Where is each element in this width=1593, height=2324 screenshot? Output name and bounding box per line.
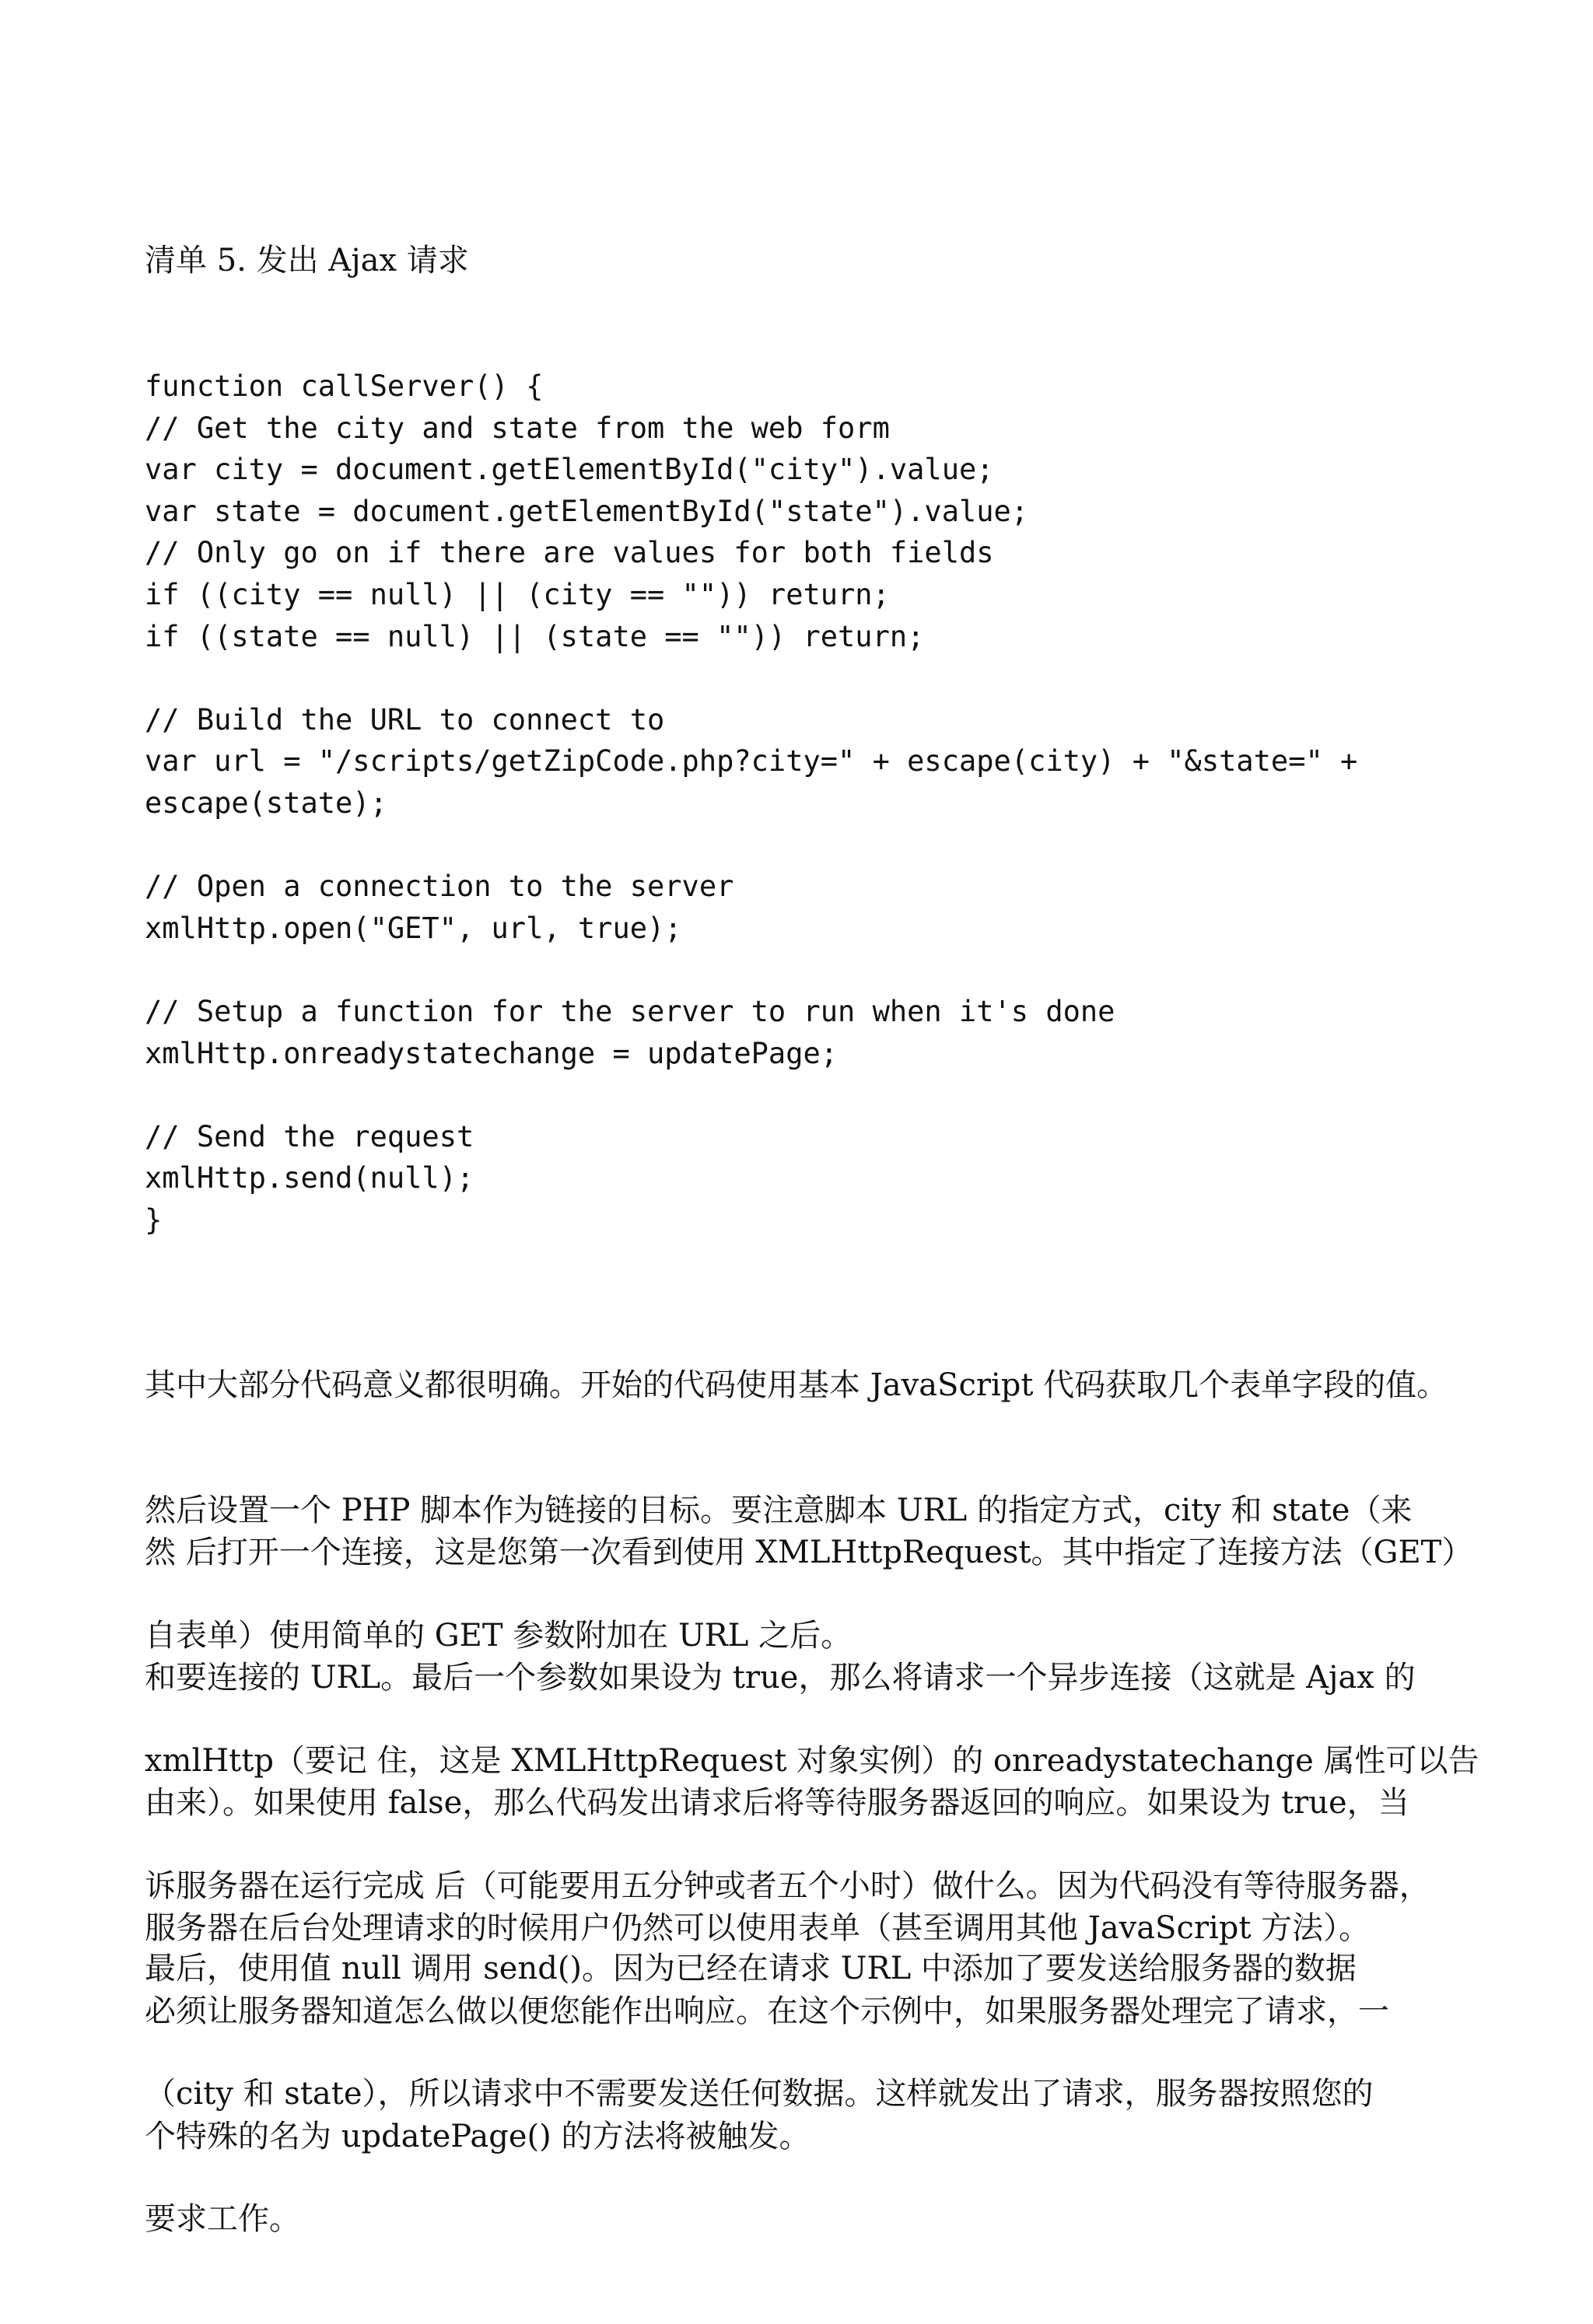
code-line: // Get the city and state from the web form bbox=[145, 411, 890, 445]
code-line: function callServer() { bbox=[145, 369, 544, 403]
paragraph-line: 最后，使用值 null 调用 send()。因为已经在请求 URL 中添加了要发送给服务器的数据 bbox=[145, 1951, 1357, 1987]
code-line: var state = document.getElementById("state").value; bbox=[145, 494, 1029, 528]
paragraph-line: 诉服务器在运行完成 后（可能要用五分钟或者五个小时）做什么。因为代码没有等待服务器， bbox=[145, 1867, 1430, 1904]
paragraph-line: 然 后打开一个连接，这是您第一次看到使用 XMLHttpRequest。其中指定了连接方法（GET） bbox=[145, 1535, 1473, 1571]
paragraph-line: 必须让服务器知道怎么做以便您能作出响应。在这个示例中，如果服务器处理完了请求，一 bbox=[145, 1993, 1389, 2029]
code-line bbox=[145, 657, 1357, 699]
code-line bbox=[145, 1074, 1357, 1116]
code-line: if ((city == null) || (city == "")) return; bbox=[145, 577, 890, 611]
code-line: // Send the request bbox=[145, 1119, 474, 1153]
paragraph-line: 其中大部分代码意义都很明确。开始的代码使用基本 JavaScript 代码获取几个表单字段的值。 bbox=[145, 1367, 1448, 1404]
code-line bbox=[145, 824, 1357, 866]
code-line: // Build the URL to connect to bbox=[145, 702, 665, 737]
paragraph-line: 和要连接的 URL。最后一个参数如果设为 true，那么将请求一个异步连接（这就是 Ajax 的 bbox=[145, 1659, 1416, 1696]
code-line: // Open a connection to the server bbox=[145, 870, 734, 904]
code-line bbox=[145, 949, 1357, 991]
paragraph-line: 服务器在后台处理请求的时候用户仍然可以使用表单（甚至调用其他 JavaScript 方法）。 bbox=[145, 1909, 1371, 1946]
paragraph-send-request bbox=[145, 1865, 1483, 2324]
code-line: // Only go on if there are values for both fields bbox=[145, 536, 994, 570]
paragraph-line: （city 和 state），所以请求中不需要发送任何数据。这样就发出了请求，服务器按照您的 bbox=[145, 2075, 1374, 2112]
code-line: // Setup a function for the server to run when it's done bbox=[145, 994, 1115, 1028]
code-line: if ((state == null) || (state == "")) return; bbox=[145, 619, 925, 653]
listing-title: 清单 5. 发出 Ajax 请求 bbox=[145, 243, 469, 278]
paragraph-line: 要求工作。 bbox=[145, 2200, 300, 2237]
code-line: var city = document.getElementById("city").value; bbox=[145, 453, 994, 487]
code-line: xmlHttp.onreadystatechange = updatePage; bbox=[145, 1036, 839, 1070]
paragraph-line: 然后设置一个 PHP 脚本作为链接的目标。要注意脚本 URL 的指定方式，city 和 state（来 bbox=[145, 1492, 1413, 1528]
code-line: var url = "/scripts/getZipCode.php?city=" + escape(city) + "&state=" + bbox=[145, 744, 1358, 779]
paragraph-line: xmlHttp（要记 住，这是 XMLHttpRequest 对象实例）的 onreadystatechange 属性可以告 bbox=[145, 1743, 1479, 1780]
code-line: xmlHttp.open("GET", url, true); bbox=[145, 911, 682, 945]
code-line: } bbox=[145, 1202, 163, 1237]
code-listing bbox=[145, 366, 1357, 1241]
code-line: escape(state); bbox=[145, 786, 387, 820]
code-line: xmlHttp.send(null); bbox=[145, 1161, 474, 1195]
paragraph-line: 自表单）使用简单的 GET 参数附加在 URL 之后。 bbox=[145, 1617, 853, 1654]
paragraph-line: 个特殊的名为 updatePage() 的方法将被触发。 bbox=[145, 2118, 811, 2154]
paragraph-line: 由来）。如果使用 false，那么代码发出请求后将等待服务器返回的响应。如果设为 true，当 bbox=[145, 1784, 1409, 1821]
